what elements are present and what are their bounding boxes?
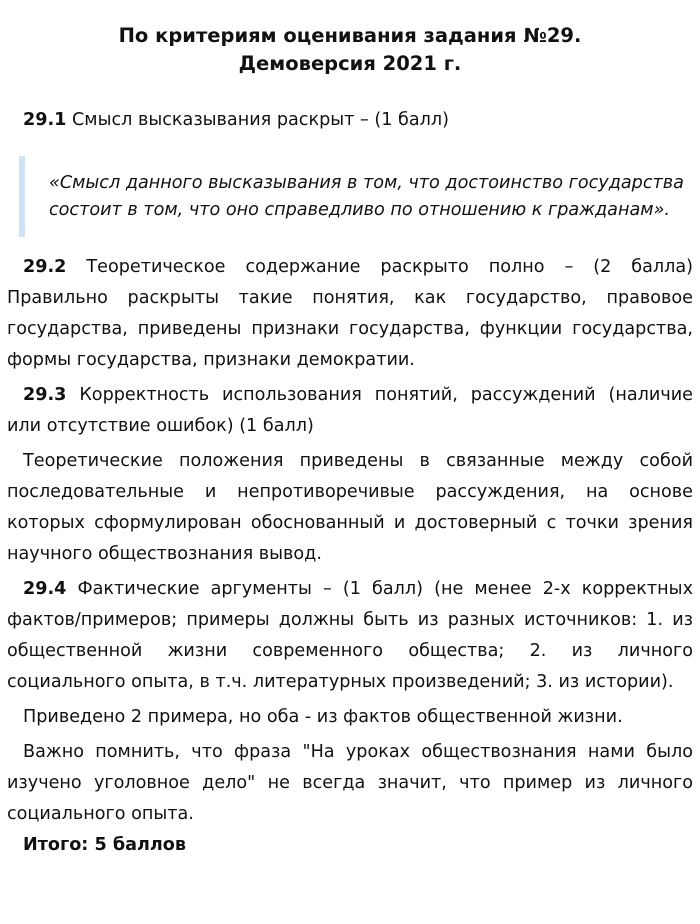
title-line-1: По критериям оценивания задания №29. [118, 24, 582, 47]
criterion-text: Корректность использования понятий, рассуждений (наличие или отсутствие ошибок) (1 балл) [7, 385, 693, 436]
quote-block [19, 156, 693, 237]
criterion-number: 29.2 [23, 257, 67, 277]
document [7, 22, 693, 861]
important-note: Важно помнить, что фраза "На уроках обществознания нами было изучено уголовное дело" не всегда значит, что пример из личного социального опыта. [7, 742, 693, 824]
criterion-number: 29.3 [23, 385, 67, 405]
criterion-number: 29.4 [23, 579, 67, 599]
comment-29-4: Приведено 2 примера, но оба - из фактов общественной жизни. [23, 707, 623, 727]
criterion-text: Смысл высказывания раскрыт – (1 балл) [66, 110, 450, 130]
title-line-2: Демоверсия 2021 г. [238, 52, 462, 75]
criterion-29-2 [7, 252, 693, 376]
criterion-text: Фактические аргументы – (1 балл) (не менее 2-х корректных фактов/примеров; примеры должны быть из разных источников: 1. из общественной жизни современного общества; 2. из личного социального опыта, в т.ч. литературных произведений; 3. из истории). [7, 579, 693, 692]
criterion-29-1 [7, 105, 693, 136]
criterion-29-3 [7, 380, 693, 442]
comment-29-3: Теоретические положения приведены в связанные между собой последовательные и непротиворечивые рассуждения, на основе которых сформулирован обоснованный и достоверный с точки зрения научного обществознания вывод. [7, 451, 693, 564]
criterion-number: 29.1 [23, 110, 67, 130]
criterion-29-4 [7, 574, 693, 698]
document-title [7, 22, 693, 78]
criterion-text: Теоретическое содержание раскрыто полно – (2 балла) Правильно раскрыты такие понятия, как государство, правовое государства, приведены признаки государства, функции государства, формы государства, признаки демократии. [7, 257, 693, 370]
total-score: Итого: 5 баллов [23, 835, 186, 855]
quote-text: «Смысл данного высказывания в том, что достоинство государства состоит в том, что оно справедливо по отношению к гражданам». [49, 173, 684, 220]
